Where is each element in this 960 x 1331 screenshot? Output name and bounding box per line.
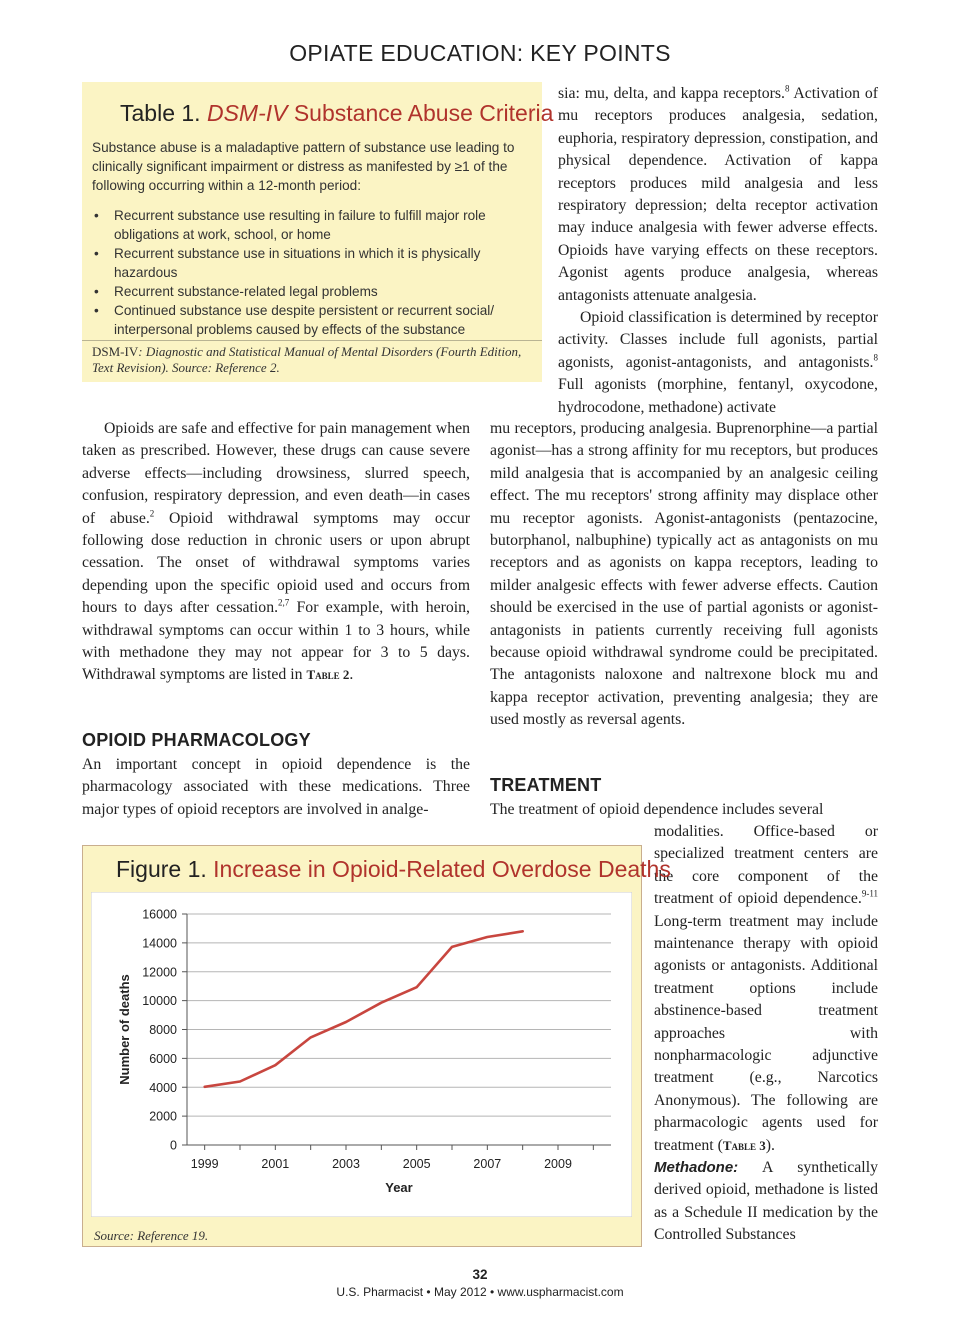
table-1-intro: Substance abuse is a maladaptive pattern of substance use leading to clinically significant impairment or distress as manifested by ≥1 of the following occurring within a 12-month period: [92, 140, 515, 193]
table-1-criteria-list [92, 206, 532, 339]
treatment-first-line: The treatment of opioid dependence includes several [490, 801, 824, 818]
y-tick-label: 4000 [149, 1080, 177, 1095]
y-tick-label: 10000 [142, 994, 177, 1009]
figure-1-source: Source: Reference 19. [94, 1228, 209, 1243]
figure-1-label: Figure 1. [116, 856, 207, 882]
table-1-title [120, 100, 553, 127]
table-1-footnote: DSM-IV: Diagnostic and Statistical Manual of Mental Disorders (Fourth Edition, Text Revision). Source: Reference 2. [92, 344, 522, 375]
y-tick-label: 6000 [149, 1051, 177, 1066]
overdose-deaths-line-chart [91, 892, 632, 1217]
x-tick-label: 2005 [402, 1157, 431, 1171]
treatment-paragraph: modalities. Office-based or specialized treatment centers are the core component of the treatment of opioid dependence.$^{9-11}$ Long-term treatment may include maintenance therapy with opioid agonists or antagonists. Additional treatment options include abstinence-based treatment approaches with nonpharmacologic adjunctive treatment (e.g., Narcotics Anonymous). The following are pharmacologic agents used for treatment (Table 3). [654, 823, 878, 1154]
section-heading-treatment: TREATMENT [490, 775, 602, 795]
x-tick-label: 2003 [332, 1157, 360, 1171]
list-item: • Continued substance use despite persistent or recurrent social/ interpersonal problems caused by effects of the substance [92, 301, 532, 339]
table-1-title-text: DSM-IV Substance Abuse Criteria [206, 100, 554, 126]
page-number: 32 [472, 1267, 488, 1282]
list-item: • Recurrent substance use in situations in which it is physically hazardous [92, 244, 532, 282]
right-paragraph-2: Opioid classification is determined by receptor activity. Classes include full agonists, partial agonists, agonist-antagonists, and antagonists.$^8$ Full agonists (morphine, fentanyl, oxycodone, hydrocodone, methadone) activate [558, 309, 878, 416]
y-tick-label: 14000 [142, 936, 177, 951]
list-item: • Recurrent substance-related legal problems [92, 282, 532, 301]
running-header: OPIATE EDUCATION: KEY POINTS [289, 40, 671, 66]
section-heading-pharmacology: OPIOID PHARMACOLOGY [82, 730, 311, 750]
table-2-reference[interactable]: Table 2 [306, 667, 350, 683]
list-item: • Recurrent substance use resulting in failure to fulfill major role obligations at work, school, or home [92, 206, 532, 244]
table-3-reference[interactable]: Table 3 [722, 1137, 766, 1153]
x-tick-label: 2009 [544, 1157, 572, 1171]
figure-1-title [116, 856, 671, 883]
y-tick-label: 8000 [149, 1023, 177, 1037]
table-1-label: Table 1. [120, 100, 201, 126]
left-paragraph-2: An important concept in opioid dependence is the pharmacology associated with these medications. Three major types of opioid receptors are involved in analge- [82, 756, 470, 818]
footer-publication-line: U.S. Pharmacist • May 2012 • www.uspharmacist.com [336, 1285, 624, 1299]
methadone-paragraph: Methadone: A synthetically derived opioid, methadone is listed as a Schedule II medication by the Controlled Substances [654, 1159, 878, 1244]
y-tick-label: 0 [170, 1138, 177, 1153]
figure-1-title-text: Increase in Opioid-Related Overdose Deaths [213, 856, 671, 882]
y-tick-label: 12000 [142, 965, 177, 980]
methadone-label: Methadone: [654, 1159, 739, 1176]
y-axis-title: Number of deaths [117, 974, 132, 1085]
y-tick-label: 16000 [142, 907, 177, 922]
x-tick-label: 2001 [261, 1157, 290, 1171]
right-paragraph-1: sia: mu, delta, and kappa receptors.$^8$ Activation of mu receptors produces analgesia, sedation, euphoria, respiratory depression, constipation, and physical dependence. Activation of kappa receptors produces mild analgesia and less respiratory depression; delta receptor activation may induce analgesia with fewer adverse effects. Opioids have varying effects on these receptors. Agonist agents produce analgesia, whereas antagonists attenuate analgesia. [558, 83, 878, 304]
x-tick-label: 1999 [190, 1157, 219, 1171]
right-paragraph-2-continued: mu receptors, producing analgesia. Buprenorphine—a partial agonist—has a strong affinity for mu receptors, but produces mild analgesia that is accompanied by an analgesic ceiling effect. The mu receptors' strong affinity may displace other mu receptor agonists. Agonist-antagonists (pentazocine, butorphanol, nalbuphine) typically act as antagonists on mu receptors and as agonists on kappa receptors, leading to milder analgesic effects with fewer adverse effects. Caution should be exercised in the use of partial agonists or agonist-antagonists in patients currently receiving full agonists because opioid withdrawal syndrome could be precipitated. The antagonists naloxone and naltrexone block mu and kappa receptor activation, preventing analgesia; they are used mostly as reversal agents. [490, 420, 878, 729]
x-tick-label: 2007 [473, 1157, 502, 1171]
table-1-divider [82, 340, 542, 341]
y-tick-label: 2000 [149, 1109, 177, 1124]
left-paragraph-1: Opioids are safe and effective for pain management when taken as prescribed. However, these drugs can cause severe adverse effects—including drowsiness, slurred speech, confusion, respiratory depression, and even death—in cases of abuse.$^2$ Opioid withdrawal symptoms may occur following dose reduction in chronic users or upon abrupt cessation. The onset of withdrawal symptoms varies depending upon the specific opioid used and occurs from hours to days after cessation.$^{2,7}$ For example, with heroin, withdrawal symptoms can occur within 1 to 3 hours, while with methadone they may not appear for 3 to 5 days. Withdrawal symptoms are listed in Table 2. [82, 420, 471, 684]
x-axis-title: Year [385, 1180, 413, 1195]
